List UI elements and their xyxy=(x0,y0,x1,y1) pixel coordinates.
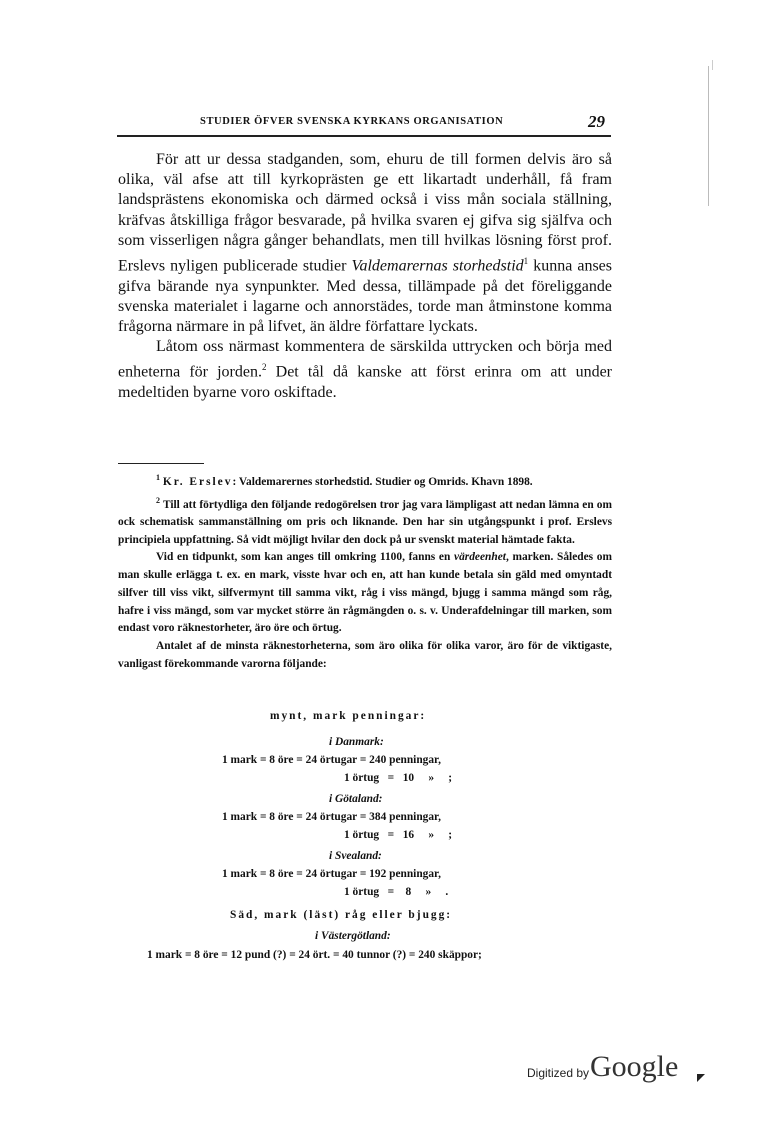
region-label-danmark: i Danmark: xyxy=(329,736,384,748)
region-label-svealand: i Svealand: xyxy=(329,850,382,862)
table-row: 1 örtug = 8 » . xyxy=(344,886,449,898)
paragraph-2: Låtom oss närmast kommentera de särskilda uttrycken och börja med enheterna för jorden.$^2$ Det tål då kanske att först erinra om att under medeltiden byarne voro oskiftade. xyxy=(118,338,612,401)
footnote-ref-2[interactable]: 2 xyxy=(262,362,267,373)
region-label-vastergotland: i Västergötland: xyxy=(315,930,391,942)
main-body xyxy=(118,150,612,403)
region-label-gotaland: i Götaland: xyxy=(329,793,383,805)
google-logo: Google xyxy=(590,1050,679,1083)
footnote-2-para-3: Antalet af de minsta räknestorheterna, som äro olika för olika varor, äro för de viktigaste, vanligast förekommande varorna följande: xyxy=(118,639,612,670)
page-edge-line xyxy=(708,66,709,206)
header-rule xyxy=(117,135,611,137)
table-heading-sad: Säd, mark (läst) råg eller bjugg: xyxy=(230,909,453,921)
footnote-2: $^2$ Till att förtydliga den följande redogörelsen tror jag vara lämpligast att nedan lämna en om ock schematisk sammanställning om pris och liknande. Den har sin utgångspunkt i prof. Erslevs principiela uppfattning. Så vidt möjligt hvilar den dock på ur svenskt material hämtade fakta. xyxy=(118,495,612,546)
table-heading-mynt: mynt, mark penningar: xyxy=(270,710,427,722)
footnote-rule xyxy=(118,463,204,464)
table-row: 1 mark = 8 öre = 12 pund (?) = 24 ört. = 40 tunnor (?) = 240 skäppor; xyxy=(147,949,482,961)
table-row: 1 mark = 8 öre = 24 örtugar = 192 penningar, xyxy=(222,868,441,880)
footnote-2-para-2: Vid en tidpunkt, som kan anges till omkring 1100, fanns en värdeenhet, marken. Således om man skulle erlägga t. ex. en mark, visste hvar och en, att han kunde betala sin gäld med omyntadt silfver till viss vikt, silfvermynt till samma vikt, råg i viss mängd, bjugg i samma mängd som råg, hafre i viss mängd, som var mycket större än rågmängden o. s. v. Underafdelningar till marken, som endast voro räknestorheter, äro öre och örtug. xyxy=(118,551,612,635)
book-title: Valdemarernas storhedstid xyxy=(351,257,524,275)
footnotes xyxy=(118,469,612,673)
page-number: 29 xyxy=(588,112,605,131)
footnote-1: $^1$ Kr. Erslev: Valdemarernes storhedstid. Studier og Omrids. Khavn 1898. xyxy=(156,473,533,488)
paragraph-1: För att ur dessa stadganden, som, ehuru de till formen delvis äro så olika, väl afse att till kyrkoprästen ge ett likartadt underhåll, få fram landsprästens ekonomiska och därmed också i viss mån sociala ställning, kräfvas åtskilliga frågor besvarade, på hvilka svaren ej gifva sig själfva och som visserligen några gånger behandlats, men till hvilkas lösning först prof. Erslevs nyligen publicerade studier Valdemarernas storhedstid$^1$ kunna anses gifva bärande nya synpunkter. Med dessa, tillämpade på det föreliggande svenska materialet i lagarne och annorstädes, torde man åtminstone komma frågorna närmare in på lifvet, än äldre författare lyckats. xyxy=(118,151,612,335)
footnote-author: Kr. Erslev xyxy=(162,475,233,488)
footnote-ref-1[interactable]: 1 xyxy=(523,256,529,267)
page-edge-line-top xyxy=(712,60,713,70)
table-row: 1 mark = 8 öre = 24 örtugar = 384 penningar, xyxy=(222,811,441,823)
corner-arrow-icon xyxy=(697,1074,705,1082)
table-row: 1 mark = 8 öre = 24 örtugar = 240 penningar, xyxy=(222,754,441,766)
running-title: STUDIER ÖFVER SVENSKA KYRKANS ORGANISATION xyxy=(200,116,504,127)
table-row: 1 örtug = 16 » ; xyxy=(344,829,453,841)
table-row: 1 örtug = 10 » ; xyxy=(344,772,453,784)
digitized-by-label: Digitized by xyxy=(527,1066,590,1080)
